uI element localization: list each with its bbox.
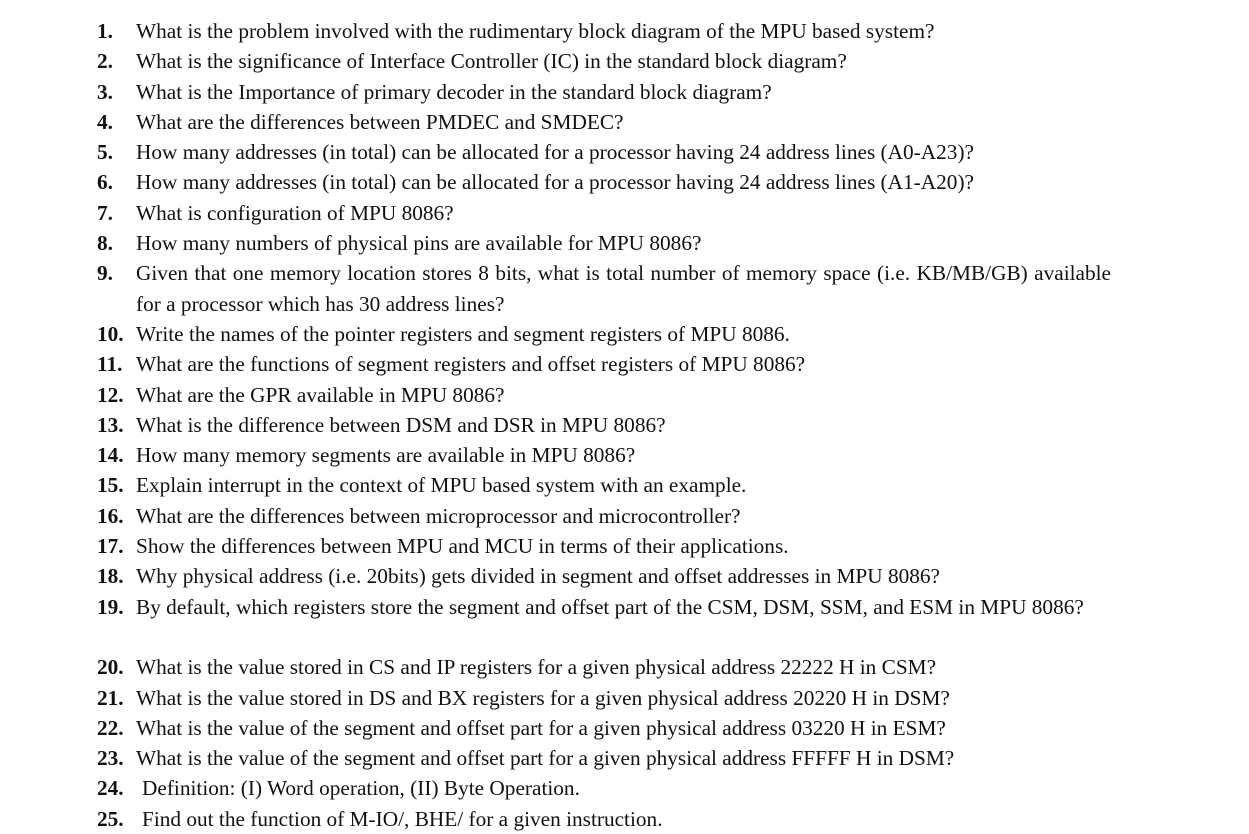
question-text: By default, which registers store the segment and offset part of the CSM, DSM, SSM, and ESM in MPU 8086? [136, 594, 1084, 619]
question-item [0, 561, 1249, 591]
question-text: How many addresses (in total) can be allocated for a processor having 24 address lines (A1-A20)? [136, 170, 974, 195]
question-number: 18. [97, 564, 124, 589]
question-item [0, 16, 1249, 46]
question-text: What are the GPR available in MPU 8086? [136, 382, 505, 407]
question-number: 12. [97, 382, 124, 407]
question-item [0, 531, 1249, 561]
question-item [0, 349, 1249, 379]
question-item [0, 683, 1249, 713]
question-text: What is the problem involved with the rudimentary block diagram of the MPU based system? [136, 19, 935, 43]
question-item [0, 107, 1249, 137]
question-text: Find out the function of M-IO/, BHE/ for a given instruction. [142, 806, 663, 831]
question-number: 9. [97, 261, 113, 286]
question-number: 19. [97, 594, 124, 619]
question-item [0, 319, 1249, 349]
question-text: What is the Importance of primary decoder in the standard block diagram? [136, 79, 772, 104]
question-item [0, 743, 1249, 773]
question-number: 21. [97, 685, 124, 710]
question-number: 7. [97, 200, 113, 225]
question-number: 17. [97, 534, 124, 559]
question-text: Write the names of the pointer registers and segment registers of MPU 8086. [136, 321, 790, 346]
question-number: 5. [97, 140, 113, 165]
question-item [0, 228, 1249, 258]
question-text: What are the differences between PMDEC and SMDEC? [136, 109, 624, 134]
question-text: What are the functions of segment registers and offset registers of MPU 8086? [136, 352, 806, 377]
question-item [0, 137, 1249, 167]
question-item [0, 501, 1249, 531]
question-item [0, 652, 1249, 682]
question-item [0, 167, 1249, 197]
question-item [0, 198, 1249, 228]
question-number: 24. [97, 776, 124, 801]
question-number: 14. [97, 443, 124, 468]
question-text: Given that one memory location stores 8 bits, what is total number of memory space (i.e. KB/MB/GB) available for a processor which has 30 address lines? [136, 261, 1111, 316]
question-text: Show the differences between MPU and MCU in terms of their applications. [136, 534, 789, 559]
question-text: Definition: (I) Word operation, (II) Byte Operation. [142, 776, 580, 801]
question-number: 6. [97, 170, 113, 195]
question-item [0, 713, 1249, 743]
question-item [0, 773, 1249, 803]
question-text: What are the differences between microprocessor and microcontroller? [136, 503, 741, 528]
question-number: 1. [97, 19, 113, 43]
question-item [0, 77, 1249, 107]
question-number: 23. [97, 746, 124, 771]
question-text: What is the value of the segment and offset part for a given physical address 03220 H in ESM? [136, 715, 946, 740]
question-item [0, 46, 1249, 76]
question-number: 16. [97, 503, 124, 528]
question-text: What is the difference between DSM and DSR in MPU 8086? [136, 412, 666, 437]
question-number: 4. [97, 109, 113, 134]
question-item [0, 440, 1249, 470]
question-number: 2. [97, 49, 113, 74]
question-item [0, 470, 1249, 500]
question-item [0, 804, 1249, 834]
question-text: What is the significance of Interface Controller (IC) in the standard block diagram? [136, 49, 847, 74]
question-number: 25. [97, 806, 124, 831]
question-text: Why physical address (i.e. 20bits) gets divided in segment and offset addresses in MPU 8086? [136, 564, 941, 589]
question-item [0, 592, 1249, 653]
question-list [0, 16, 1249, 834]
question-item [0, 410, 1249, 440]
question-text: Explain interrupt in the context of MPU based system with an example. [136, 473, 747, 498]
question-text: How many addresses (in total) can be allocated for a processor having 24 address lines (A0-A23)? [136, 140, 974, 165]
question-number: 15. [97, 473, 124, 498]
question-text: How many memory segments are available in MPU 8086? [136, 443, 636, 468]
question-number: 8. [97, 231, 113, 256]
question-item [0, 258, 1249, 319]
question-number: 10. [97, 321, 124, 346]
question-number: 3. [97, 79, 113, 104]
question-text: What is configuration of MPU 8086? [136, 200, 454, 225]
question-text: What is the value of the segment and offset part for a given physical address FFFFF H in DSM? [136, 746, 955, 771]
question-text: What is the value stored in DS and BX registers for a given physical address 20220 H in DSM? [136, 685, 950, 710]
question-number: 20. [97, 655, 124, 680]
question-number: 13. [97, 412, 124, 437]
question-item [0, 380, 1249, 410]
question-number: 11. [97, 352, 123, 377]
question-text: What is the value stored in CS and IP registers for a given physical address 22222 H in CSM? [136, 655, 937, 680]
question-text: How many numbers of physical pins are available for MPU 8086? [136, 231, 702, 256]
question-number: 22. [97, 715, 124, 740]
